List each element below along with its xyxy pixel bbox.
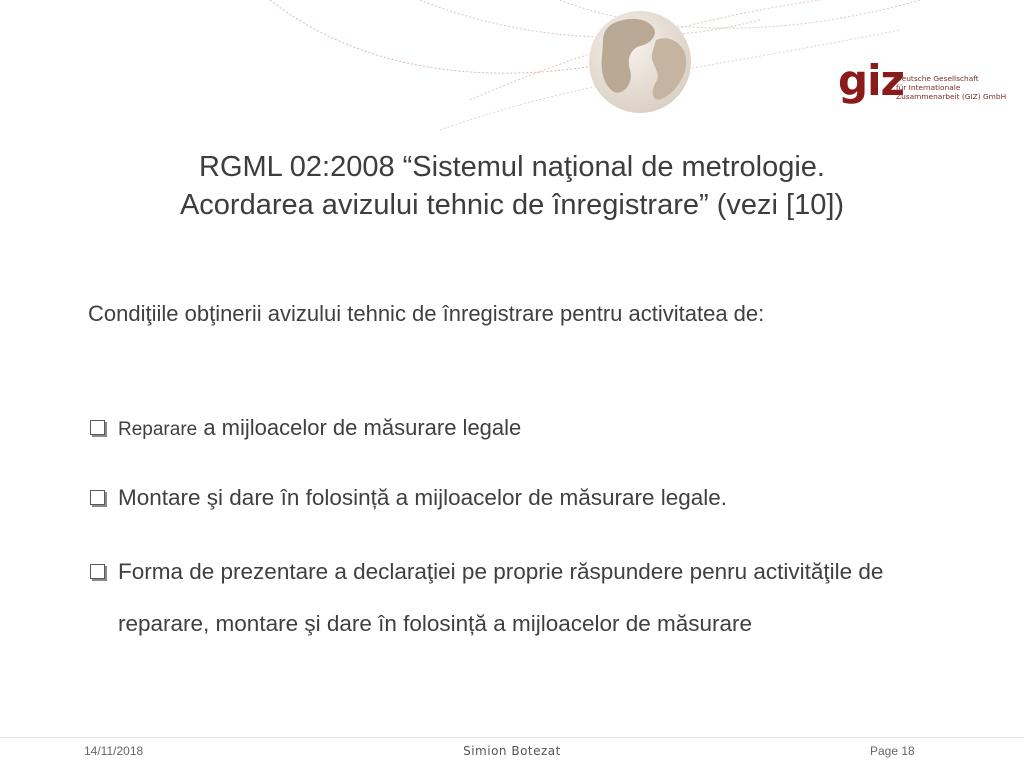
checkbox-bullet-icon xyxy=(90,420,105,435)
checkbox-bullet-icon xyxy=(90,564,105,579)
bullet-item xyxy=(88,478,968,518)
bullet-text-small: Reparare xyxy=(118,419,198,440)
logo-line: Zusammenarbeit (GIZ) GmbH xyxy=(896,92,1007,102)
intro-paragraph: Condiţiile obţinerii avizului tehnic de înregistrare pentru activitatea de: xyxy=(88,301,765,326)
logo-line: für Internationale xyxy=(896,83,961,93)
checkbox-bullet-icon xyxy=(90,490,105,505)
footer-author: Simion Botezat xyxy=(463,744,561,758)
globe-icon xyxy=(589,11,691,113)
bullet-text: Forma de prezentare a declaraţiei pe proprie răspundere penru activităţile de reparare, montare şi dare în folosință a mijloacelor de măsurare xyxy=(118,559,884,636)
footer-date: 14/11/2018 xyxy=(84,744,144,758)
bullet-text: Montare şi dare în folosință a mijloacelor de măsurare legale. xyxy=(118,485,728,510)
bullet-item xyxy=(88,408,968,450)
title-line: RGML 02:2008 “Sistemul naţional de metrologie. xyxy=(199,151,825,183)
logo-text xyxy=(896,74,1006,102)
logo-mark: giz xyxy=(838,56,904,105)
bullet-text: a mijloacelor de măsurare legale xyxy=(197,415,522,440)
slide-title xyxy=(60,148,964,224)
giz-logo xyxy=(838,56,1007,108)
footer-divider xyxy=(0,737,1024,738)
footer-page-number: Page 18 xyxy=(870,744,915,758)
logo-line: Deutsche Gesellschaft xyxy=(896,74,979,83)
bullet-list xyxy=(88,408,968,650)
bullet-item xyxy=(88,546,968,650)
title-line: Acordarea avizului tehnic de înregistrare” (vezi [10]) xyxy=(179,189,845,221)
